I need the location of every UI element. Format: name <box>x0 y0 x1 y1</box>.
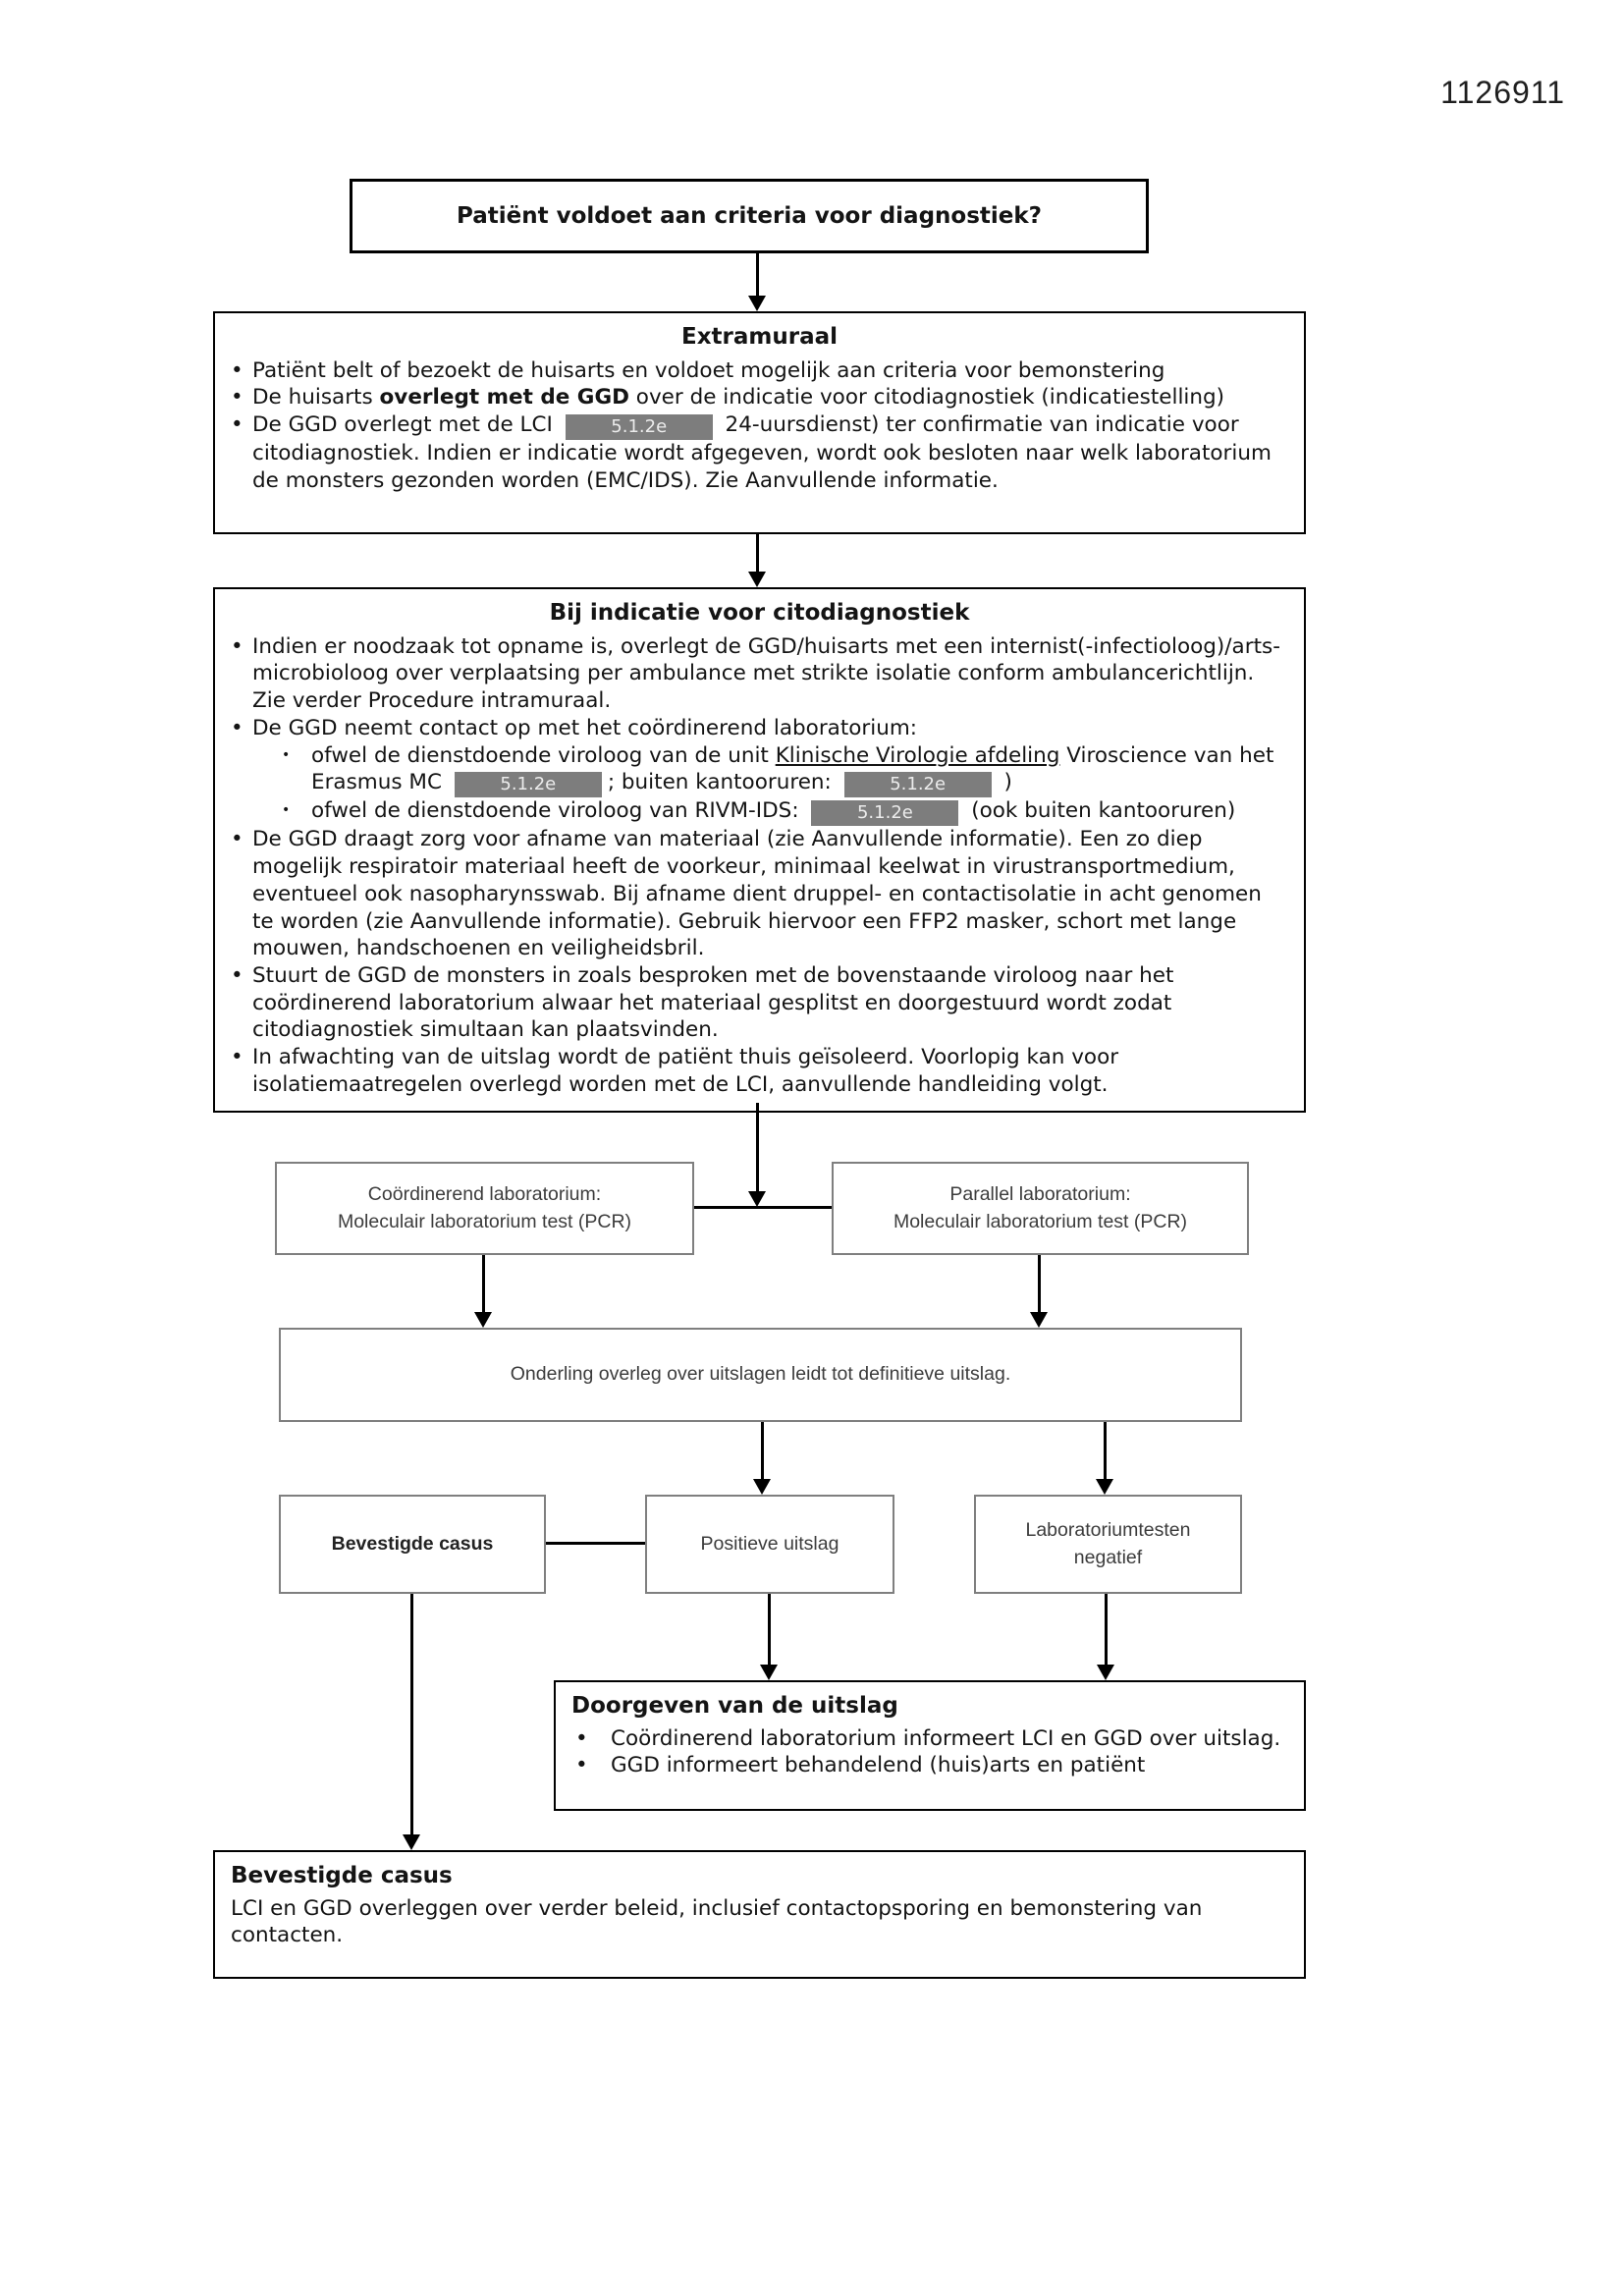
arrow-lableft-to-overleg-head <box>474 1312 492 1328</box>
bullet-item <box>231 357 1288 385</box>
arrow-extramuraal-to-indicatie-head <box>748 572 766 587</box>
bullet-item <box>231 715 1288 742</box>
bullet-marker: • <box>282 746 291 763</box>
text-segment: De huisarts <box>252 385 380 410</box>
bullet-marker: • <box>231 633 244 659</box>
bullet-text <box>311 797 1288 826</box>
laboratoriumtesten-negatief-box <box>974 1495 1242 1594</box>
text-segment: (ook buiten kantooruren) <box>964 798 1236 824</box>
overleg-box <box>279 1328 1242 1422</box>
arrow-labright-to-overleg-line <box>1038 1255 1041 1314</box>
parallel-lab-line1: Parallel laboratorium: <box>949 1183 1131 1206</box>
bullet-item <box>231 384 1288 411</box>
arrow-overleg-to-negatief-head <box>1096 1479 1113 1495</box>
arrow-question-to-extramuraal-line <box>756 251 759 298</box>
bevestigde-casus-title: Bevestigde casus <box>231 1863 453 1888</box>
bevestigde-casus-klein-box <box>279 1495 546 1594</box>
bullet-text <box>252 357 1288 385</box>
text-segment: 24-uursdienst) ter confirmatie van indicatie voor citodiagnostiek. Indien er indicatie wordt afgegeven, wordt ook besloten naar welk laboratorium de monsters gezonden worden (EMC/IDS). Zie Aanvullende informatie. <box>252 412 1272 493</box>
redaction-chip: 5.1.2e <box>566 414 713 440</box>
bullet-marker: • <box>231 385 244 410</box>
redaction-chip: 5.1.2e <box>455 772 602 797</box>
bullet-item <box>282 742 1288 798</box>
bullet-text <box>252 633 1288 715</box>
coordinerend-lab-line1: Coördinerend laboratorium: <box>367 1183 602 1206</box>
indicatie-title: Bij indicatie voor citodiagnostiek <box>549 600 970 626</box>
text-segment: Coördinerend laboratorium informeert LCI en GGD over uitslag. <box>611 1725 1281 1751</box>
arrow-extramuraal-to-indicatie-line <box>756 534 759 574</box>
arrow-question-to-extramuraal-head <box>748 296 766 311</box>
arrow-overleg-to-positief-line <box>761 1422 764 1481</box>
redaction-chip: 5.1.2e <box>811 800 958 826</box>
bullet-text <box>611 1752 1288 1779</box>
bullet-item <box>571 1725 1288 1753</box>
text-segment: ) <box>997 770 1012 795</box>
arrow-indicatie-to-labs-head <box>748 1191 766 1207</box>
arrow-negatief-to-doorgeven-line <box>1105 1594 1108 1667</box>
labs-junction-line <box>694 1206 832 1209</box>
bullet-marker: • <box>231 1045 244 1070</box>
bullet-item <box>231 962 1288 1044</box>
text-segment: Viroscience van het Erasmus MC <box>311 742 1274 795</box>
arrow-negatief-to-doorgeven-head <box>1097 1665 1114 1680</box>
coordinerend-lab-line2: Moleculair laboratorium test (PCR) <box>337 1210 632 1232</box>
bullet-marker: • <box>231 412 244 438</box>
arrow-labright-to-overleg-head <box>1030 1312 1048 1328</box>
doorgeven-bullet-list <box>571 1725 1288 1779</box>
bullet-marker: • <box>575 1753 588 1778</box>
extramuraal-bullet-list <box>231 357 1288 495</box>
text-segment: Indien er noodzaak tot opname is, overlegt de GGD/huisarts met een internist(-infectioloog)/arts-microbioloog over verplaatsing per ambulance met strikte isolatie conform ambulancerichtlijn. Zie verder Procedure intramuraal. <box>252 633 1280 714</box>
arrow-overleg-to-negatief-line <box>1104 1422 1107 1481</box>
text-segment: over de indicatie voor citodiagnostiek (indicatiestelling) <box>628 385 1225 410</box>
bullet-marker: • <box>231 357 244 383</box>
bullet-text <box>611 1725 1288 1753</box>
bullet-item <box>231 826 1288 962</box>
overleg-label: Onderling overleg over uitslagen leidt tot definitieve uitslag. <box>510 1363 1011 1386</box>
bevestigde-casus-box <box>213 1850 1306 1979</box>
bullet-text <box>252 826 1288 962</box>
negatief-line2: negatief <box>1073 1546 1143 1568</box>
bevestigde-casus-klein-label: Bevestigde casus <box>331 1532 494 1555</box>
question-box <box>350 179 1149 253</box>
bullet-text <box>252 411 1288 494</box>
bevestigde-casus-text: LCI en GGD overleggen over verder beleid, inclusief contactopsporing en bemonstering van contacten. <box>231 1895 1203 1948</box>
arrow-indicatie-to-labs-line <box>756 1103 759 1193</box>
doorgeven-title: Doorgeven van de uitslag <box>571 1693 898 1719</box>
indicatie-box <box>213 587 1306 1113</box>
bullet-marker: • <box>282 802 291 819</box>
extramuraal-title: Extramuraal <box>680 324 838 350</box>
bullet-item <box>231 411 1288 494</box>
parallel-lab-box <box>832 1162 1249 1255</box>
bullet-text <box>252 962 1288 1044</box>
extramuraal-box <box>213 311 1306 534</box>
text-segment: In afwachting van de uitslag wordt de patiënt thuis geïsoleerd. Voorlopig kan voor isolatiemaatregelen overlegd worden met de LCI, aanvullende handleiding volgt. <box>252 1045 1119 1097</box>
arrow-positief-to-doorgeven-line <box>768 1594 771 1667</box>
text-segment: Klinische Virologie afdeling <box>775 742 1060 768</box>
bullet-marker: • <box>231 827 244 852</box>
coordinerend-lab-box <box>275 1162 694 1255</box>
text-segment: Patiënt belt of bezoekt de huisarts en voldoet mogelijk aan criteria voor bemonstering <box>252 357 1165 383</box>
negatief-line1: Laboratoriumtesten <box>1025 1519 1191 1542</box>
bullet-marker: • <box>231 963 244 988</box>
arrow-overleg-to-positief-head <box>753 1479 771 1495</box>
text-segment: De GGD draagt zorg voor afname van materiaal (zie Aanvullende informatie). Een zo diep mogelijk respiratoir materiaal heeft de voorkeur, minimaal keelwat in virustransportmedium, eventueel ook nasopharynsswab. Bij afname dient druppel- en contactisolatie in acht genomen te worden (zie Aanvullende informatie). Gebruik hiervoor een FFP2 masker, schort met lange mouwen, handschoenen en veiligheidsbril. <box>252 827 1262 961</box>
positieve-uitslag-label: Positieve uitslag <box>700 1532 839 1555</box>
doorgeven-box <box>554 1680 1306 1811</box>
bullet-item <box>231 1044 1288 1098</box>
arrow-bevestigde-to-bottom-line <box>410 1594 413 1836</box>
parallel-lab-line2: Moleculair laboratorium test (PCR) <box>893 1210 1188 1232</box>
bullet-marker: • <box>231 715 244 740</box>
question-box-label: Patiënt voldoet aan criteria voor diagnostiek? <box>456 203 1043 229</box>
arrow-positief-to-doorgeven-head <box>760 1665 778 1680</box>
redaction-chip: 5.1.2e <box>844 772 992 797</box>
document-number: 1126911 <box>1440 75 1565 110</box>
arrow-lableft-to-overleg-line <box>482 1255 485 1314</box>
arrow-bevestigde-to-bottom-head <box>403 1834 420 1850</box>
text-segment: ; buiten kantooruren: <box>607 770 839 795</box>
bevestigde-positief-connector <box>546 1542 645 1545</box>
text-segment: overlegt met de GGD <box>379 385 629 410</box>
bullet-text <box>252 715 1288 742</box>
bullet-item <box>571 1752 1288 1779</box>
text-segment: De GGD overlegt met de LCI <box>252 412 560 438</box>
text-segment: Stuurt de GGD de monsters in zoals besproken met de bovenstaande viroloog naar het coördinerend laboratorium alwaar het materiaal gesplitst en doorgestuurd wordt zodat citodiagnostiek simultaan kan plaatsvinden. <box>252 963 1174 1043</box>
text-segment: ofwel de dienstdoende viroloog van de unit <box>311 742 776 768</box>
bullet-item <box>282 797 1288 826</box>
bullet-text <box>252 384 1288 411</box>
bullet-text <box>252 1044 1288 1098</box>
text-segment: De GGD neemt contact op met het coördinerend laboratorium: <box>252 715 918 740</box>
text-segment: GGD informeert behandelend (huis)arts en patiënt <box>611 1753 1146 1778</box>
positieve-uitslag-box <box>645 1495 894 1594</box>
bullet-marker: • <box>575 1725 588 1751</box>
text-segment: ofwel de dienstdoende viroloog van RIVM-IDS: <box>311 798 806 824</box>
bullet-text <box>311 742 1288 798</box>
bullet-item <box>231 633 1288 715</box>
indicatie-bullet-list <box>231 633 1288 1099</box>
